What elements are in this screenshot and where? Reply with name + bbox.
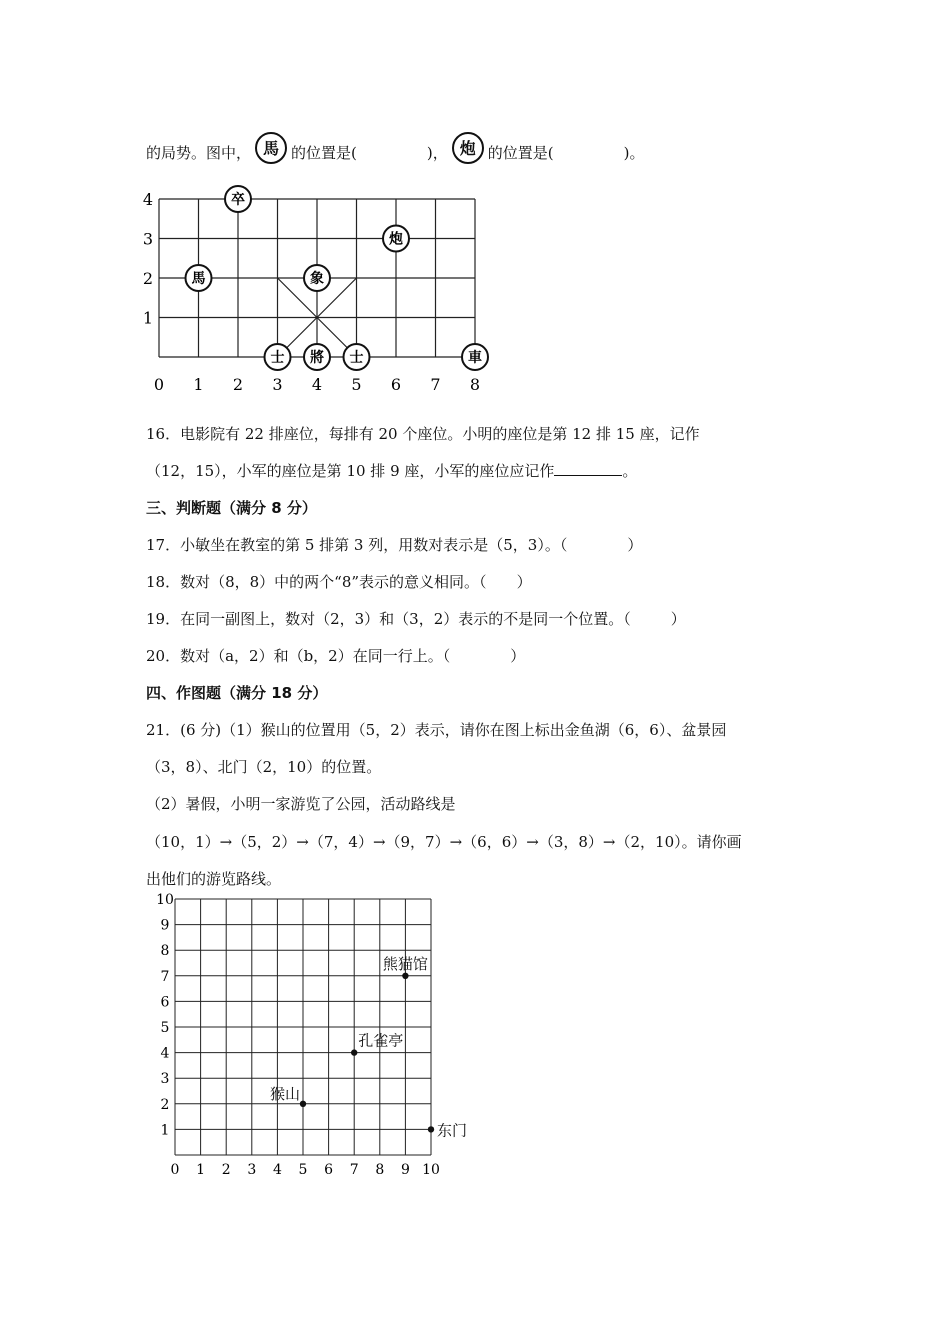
q16-line2 xyxy=(146,461,637,481)
x-tick-label: 1 xyxy=(196,1162,206,1178)
chess-piece xyxy=(186,265,212,291)
q21-line3: （2）暑假，小明一家游览了公园，活动路线是 xyxy=(146,795,456,813)
chess-piece xyxy=(462,344,488,370)
x-tick-label: 0 xyxy=(153,375,165,394)
chess-board xyxy=(140,185,500,400)
cannon-piece-icon: 炮 xyxy=(452,132,484,164)
q15-mid2: 的位置是( xyxy=(487,144,554,162)
grid-point-label: 孔雀亭 xyxy=(358,1031,404,1050)
y-tick-label: 7 xyxy=(160,968,170,985)
y-tick-label: 1 xyxy=(142,308,154,328)
q20-text: 20．数对（a，2）和（b，2）在同一行上。（ xyxy=(146,647,451,665)
chess-piece xyxy=(304,344,330,370)
q16-answer-blank[interactable] xyxy=(554,461,622,476)
q21-line1: 21．(6 分)（1）猴山的位置用（5，2）表示，请你在图上标出金鱼湖（6，6）、盆景园 xyxy=(146,721,727,739)
x-tick-label: 9 xyxy=(400,1162,410,1178)
q19-close: ） xyxy=(670,610,686,628)
chess-piece xyxy=(383,226,409,252)
x-tick-label: 3 xyxy=(272,375,283,394)
chess-piece xyxy=(265,344,291,370)
y-tick-label: 5 xyxy=(160,1020,170,1036)
y-tick-label: 3 xyxy=(142,229,154,249)
y-tick-label: 6 xyxy=(160,994,170,1011)
x-tick-label: 10 xyxy=(422,1162,440,1178)
grid-point-dot xyxy=(402,973,408,979)
y-tick-label: 3 xyxy=(160,1071,170,1088)
q15-close1: )， xyxy=(426,144,448,162)
x-tick-label: 8 xyxy=(375,1162,385,1178)
q15-mid1: 的位置是( xyxy=(291,144,357,162)
grid-point-label: 熊猫馆 xyxy=(382,954,428,973)
x-tick-label: 2 xyxy=(232,375,244,394)
x-tick-label: 6 xyxy=(324,1162,334,1178)
q21-line5: 出他们的游览路线。 xyxy=(146,870,282,888)
y-tick-label: 8 xyxy=(160,943,170,960)
horse-piece-icon: 馬 xyxy=(255,132,287,164)
q17-text: 17．小敏坐在教室的第 5 排第 3 列，用数对表示是（5，3）。（ xyxy=(146,536,568,554)
y-tick-label: 2 xyxy=(160,1096,170,1113)
q16-line2-text: （12，15），小军的座位是第 10 排 9 座，小军的座位应记作 xyxy=(146,462,555,480)
y-tick-label: 10 xyxy=(156,892,174,908)
section4-heading: 四、作图题（满分 18 分） xyxy=(146,684,328,702)
y-tick-label: 4 xyxy=(160,1045,170,1062)
chess-piece-label: 士 xyxy=(349,350,364,366)
chess-piece-label: 卒 xyxy=(231,192,245,208)
x-tick-label: 8 xyxy=(469,375,481,394)
grid-point-label: 猴山 xyxy=(269,1084,300,1103)
q20-line xyxy=(146,646,525,666)
q15-close2: )。 xyxy=(623,144,645,162)
q18-close: ） xyxy=(516,573,532,591)
grid-point-label: 东门 xyxy=(437,1121,468,1140)
chess-piece-label: 士 xyxy=(270,350,285,366)
chess-piece-label: 馬 xyxy=(191,271,206,287)
x-tick-label: 2 xyxy=(221,1162,231,1178)
x-tick-label: 4 xyxy=(272,1162,282,1178)
x-tick-label: 5 xyxy=(298,1162,308,1178)
y-tick-label: 2 xyxy=(142,269,154,288)
q15-line xyxy=(146,138,644,170)
x-tick-label: 4 xyxy=(311,375,323,394)
chess-piece xyxy=(304,265,330,291)
q21-line2: （3，8）、北门（2，10）的位置。 xyxy=(146,758,382,776)
chess-piece-label: 車 xyxy=(468,350,482,366)
chess-piece xyxy=(344,344,370,370)
q16-line2-end: 。 xyxy=(622,462,638,480)
x-tick-label: 5 xyxy=(351,375,362,394)
q17-close: ） xyxy=(627,536,643,554)
q18-line xyxy=(146,572,532,592)
q18-text: 18．数对（8，8）中的两个“8”表示的意义相同。（ xyxy=(146,573,487,591)
x-tick-label: 3 xyxy=(247,1162,257,1178)
chess-piece-label: 炮 xyxy=(389,231,403,248)
grid-point-dot xyxy=(428,1126,434,1132)
q19-text: 19．在同一副图上，数对（2，3）和（3，2）表示的不是同一个位置。（ xyxy=(146,610,631,628)
grid-point-dot xyxy=(351,1049,357,1055)
q15-prefix: 的局势。图中， xyxy=(146,144,252,162)
q19-line xyxy=(146,609,686,629)
q17-line xyxy=(146,535,642,555)
chess-piece-label: 將 xyxy=(310,350,324,366)
x-tick-label: 0 xyxy=(170,1162,180,1178)
x-tick-label: 7 xyxy=(430,375,441,394)
x-tick-label: 1 xyxy=(193,375,204,394)
grid-point-dot xyxy=(300,1101,306,1107)
section3-heading: 三、判断题（满分 8 分） xyxy=(146,499,317,517)
q16-line1: 16．电影院有 22 排座位，每排有 20 个座位。小明的座位是第 12 排 15 座，记作 xyxy=(146,425,700,443)
chess-piece xyxy=(225,186,251,212)
park-grid[interactable] xyxy=(145,892,475,1185)
q20-close: ） xyxy=(510,647,526,665)
x-tick-label: 6 xyxy=(390,375,402,394)
chess-piece-label: 象 xyxy=(310,271,324,287)
y-tick-label: 9 xyxy=(160,917,170,934)
y-tick-label: 1 xyxy=(160,1122,170,1139)
x-tick-label: 7 xyxy=(349,1162,359,1178)
q21-line4: （10，1）→（5，2）→（7，4）→（9，7）→（6，6）→（3，8）→（2，10）。请你画 xyxy=(146,833,742,851)
y-tick-label: 4 xyxy=(142,190,154,209)
